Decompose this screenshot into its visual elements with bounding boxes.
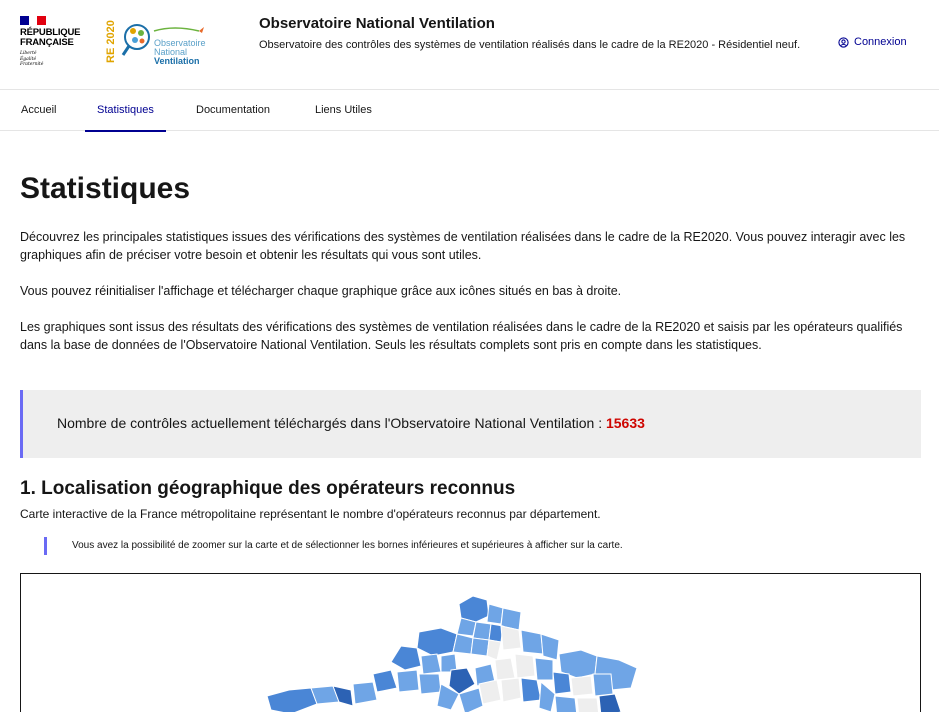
- map-department[interactable]: [495, 658, 515, 680]
- site-title[interactable]: Observatoire National Ventilation: [259, 15, 495, 32]
- map-department[interactable]: [553, 672, 571, 694]
- main-navigation: [0, 90, 939, 131]
- france-departments-map[interactable]: [20, 573, 921, 712]
- motto-line1: Liberté: [20, 51, 37, 56]
- map-department[interactable]: [391, 646, 421, 670]
- map-department[interactable]: [453, 634, 473, 654]
- nav-item-liens-utiles[interactable]: Liens Utiles: [315, 104, 372, 116]
- site-header: [0, 0, 939, 90]
- map-department[interactable]: [487, 604, 503, 624]
- map-department[interactable]: [541, 634, 559, 660]
- login-label: Connexion: [854, 36, 907, 48]
- page-title: Statistiques: [20, 172, 191, 205]
- map-department[interactable]: [521, 678, 541, 702]
- controls-count-callout: [20, 390, 921, 458]
- map-department[interactable]: [555, 696, 577, 712]
- map-department[interactable]: [599, 694, 621, 712]
- map-department[interactable]: [267, 688, 317, 712]
- map-department[interactable]: [487, 640, 501, 660]
- map-department[interactable]: [521, 630, 543, 654]
- section-description: Carte interactive de la France métropolitaine représentant le nombre d'opérateurs reconnus par département.: [20, 507, 601, 521]
- logo-text: Observatoire National Ventilation: [154, 38, 206, 66]
- map-department[interactable]: [577, 698, 599, 712]
- source-paragraph: Les graphiques sont issus des résultats des vérifications des systèmes de ventilation réalisées dans le cadre de la RE2020 et saisis par les opérateurs qualifiés dans la base de données de l'Observatoire National Ventilation. Seuls les résultats complets sont pris en compte dans les statistiques.: [20, 320, 903, 352]
- map-department[interactable]: [593, 674, 613, 696]
- zoom-note: Vous avez la possibilité de zoomer sur la carte et de sélectionner les bornes inférieures et supérieures à afficher sur la carte.: [44, 537, 623, 555]
- callout-text: Nombre de contrôles actuellement téléchargés dans l'Observatoire National Ventilation : 15633: [57, 415, 645, 431]
- intro-paragraph: Découvrez les principales statistiques issues des vérifications des systèmes de ventilation réalisées dans le cadre de la RE2020. Vous pouvez interagir avec les graphiques afin de préciser votre besoin et obtenir les résultats qui vous sont utiles.: [20, 230, 906, 262]
- map-department[interactable]: [417, 628, 457, 656]
- map-department[interactable]: [473, 622, 491, 640]
- account-circle-icon: [838, 37, 849, 48]
- map-department[interactable]: [571, 676, 593, 696]
- map-department[interactable]: [421, 654, 441, 674]
- map-department[interactable]: [459, 596, 489, 622]
- map-department[interactable]: [471, 638, 489, 656]
- map-department[interactable]: [539, 682, 555, 712]
- nav-item-statistiques[interactable]: Statistiques: [97, 90, 154, 131]
- motto-line2: Égalité: [20, 56, 37, 62]
- departments-map-svg: [21, 574, 921, 712]
- map-department[interactable]: [373, 670, 397, 692]
- map-department[interactable]: [419, 674, 441, 694]
- observatoire-logo[interactable]: [104, 17, 214, 69]
- nav-item-documentation[interactable]: Documentation: [196, 104, 270, 116]
- motto-line3: Fraternité: [20, 62, 44, 67]
- french-flag-icon: [20, 16, 46, 25]
- controls-count-value: 15633: [605, 415, 645, 431]
- re2020-label: RE 2020: [105, 20, 117, 63]
- map-department[interactable]: [479, 680, 501, 704]
- republique-francaise-logo[interactable]: [20, 16, 90, 68]
- republic-name-line2: FRANÇAISE: [20, 37, 74, 48]
- reset-info-paragraph: Vous pouvez réinitialiser l'affichage et télécharger chaque graphique grâce aux icônes situés en bas à droite.: [20, 284, 622, 298]
- map-department[interactable]: [397, 670, 419, 692]
- map-department[interactable]: [535, 658, 553, 680]
- map-department[interactable]: [501, 626, 521, 650]
- map-department[interactable]: [515, 654, 535, 678]
- republic-name-line1: RÉPUBLIQUE: [20, 27, 81, 38]
- site-description: Observatoire des contrôles des systèmes de ventilation réalisés dans le cadre de la RE2020 - Résidentiel neuf.: [259, 39, 801, 51]
- nav-item-accueil[interactable]: Accueil: [21, 104, 57, 116]
- section-title-localisation: 1. Localisation géographique des opérateurs reconnus: [20, 478, 516, 499]
- map-department[interactable]: [501, 678, 521, 702]
- map-department[interactable]: [353, 682, 377, 704]
- login-button[interactable]: [838, 36, 907, 48]
